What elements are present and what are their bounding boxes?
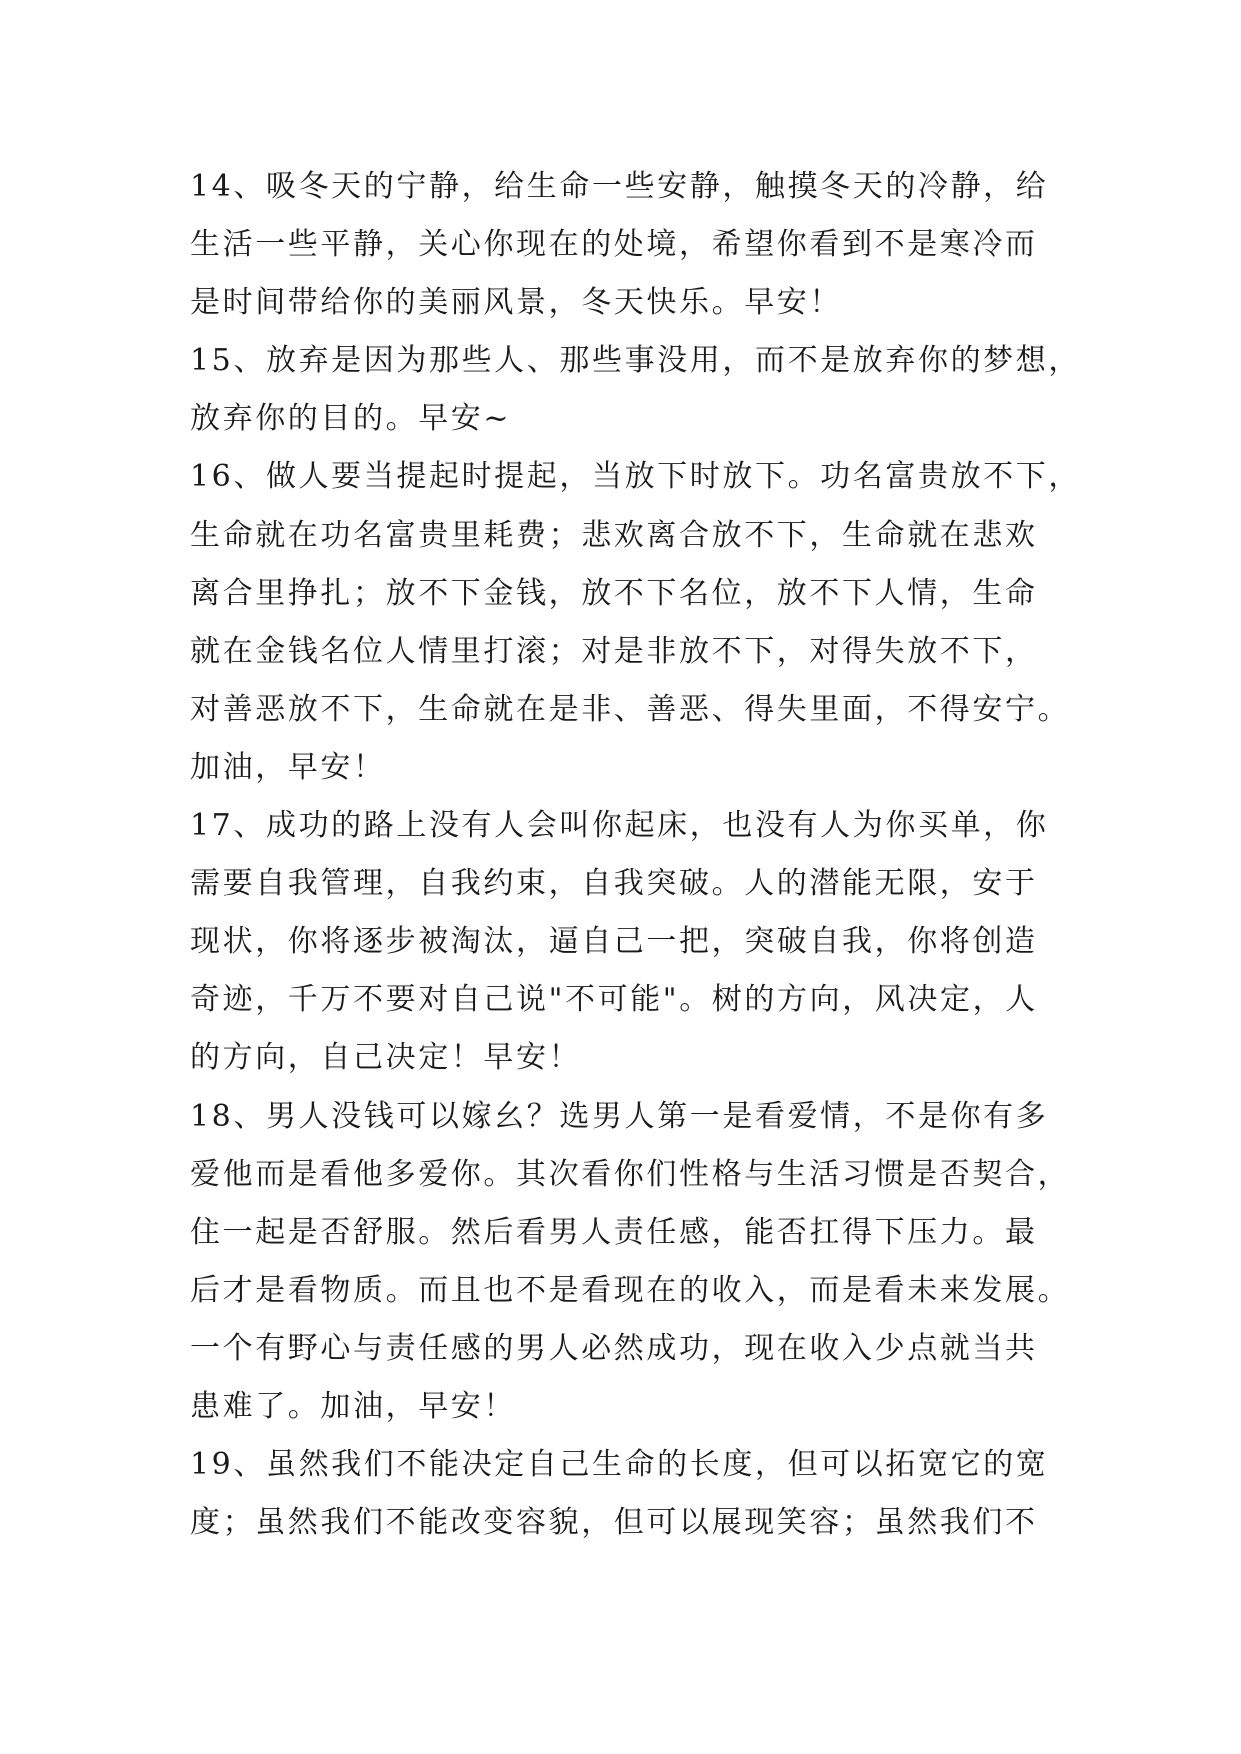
document-body (190, 158, 1081, 1552)
text-line: 对善恶放不下，生命就在是非、善恶、得失里面，不得安宁。 (190, 691, 1071, 727)
text-line: 19、虽然我们不能决定自己生命的长度，但可以拓宽它的宽 (190, 1447, 1049, 1483)
text-line: 放弃你的目的。早安~ (190, 401, 512, 437)
text-line: 14、吸冬天的宁静，给生命一些安静，触摸冬天的冷静，给 (190, 169, 1049, 204)
text-line: 离合里挣扎；放不下金钱，放不下名位，放不下人情，生命 (190, 575, 1038, 611)
text-line: 加油，早安！ (190, 749, 386, 785)
text-line: 患难了。加油，早安！ (190, 1388, 516, 1424)
text-line: 就在金钱名位人情里打滚；对是非放不下，对得失放不下， (190, 633, 1038, 669)
text-line: 生命就在功名富贵里耗费；悲欢离合放不下，生命就在悲欢 (190, 517, 1038, 553)
text-line: 15、放弃是因为那些人、那些事没用，而不是放弃你的梦想， (190, 343, 1081, 379)
text-line: 爱他而是看他多爱你。其次看你们性格与生活习惯是否契合， (190, 1156, 1071, 1192)
text-line: 生活一些平静，关心你现在的处境，希望你看到不是寒冷而 (190, 227, 1038, 263)
text-line: 后才是看物质。而且也不是看现在的收入，而是看未来发展。 (190, 1272, 1071, 1308)
text-line: 现状，你将逐步被淘汰，逼自己一把，突破自我，你将创造 (190, 924, 1038, 960)
text-line: 17、成功的路上没有人会叫你起床，也没有人为你买单，你 (190, 808, 1049, 844)
text-line: 奇迹，千万不要对自己说"不可能"。树的方向，风决定，人 (190, 982, 1038, 1018)
text-line: 一个有野心与责任感的男人必然成功，现在收入少点就当共 (190, 1330, 1038, 1366)
text-line: 的方向，自己决定！早安！ (190, 1040, 582, 1076)
text-line: 需要自我管理，自我约束，自我突破。人的潜能无限，安于 (190, 866, 1038, 902)
text-line: 是时间带给你的美丽风景，冬天快乐。早安！ (190, 285, 842, 321)
text-line: 18、男人没钱可以嫁幺？选男人第一是看爱情，不是你有多 (190, 1098, 1049, 1134)
text-line: 住一起是否舒服。然后看男人责任感，能否扛得下压力。最 (190, 1214, 1038, 1250)
text-line: 16、做人要当提起时提起，当放下时放下。功名富贵放不下， (190, 459, 1081, 495)
text-line: 度；虽然我们不能改变容貌，但可以展现笑容；虽然我们不 (190, 1505, 1038, 1541)
